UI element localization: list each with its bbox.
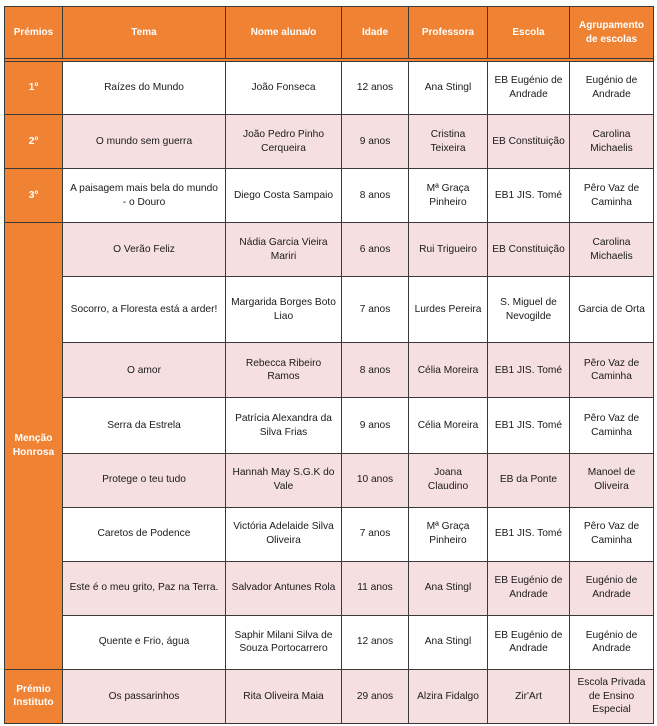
agrupamento-cell: Carolina Michaelis: [570, 223, 654, 277]
table-row: [5, 62, 654, 115]
agrupamento-cell: Eugénio de Andrade: [570, 561, 654, 615]
nome-cell: Nádia Garcia Vieira Mariri: [226, 223, 342, 277]
nome-cell: Rebecca Ribeiro Ramos: [226, 343, 342, 398]
idade-cell: 6 anos: [342, 223, 409, 277]
prize-cell: 2º: [5, 115, 63, 169]
agrupamento-cell: Eugénio de Andrade: [570, 62, 654, 115]
nome-cell: Salvador Antunes Rola: [226, 561, 342, 615]
header-row: [5, 7, 654, 59]
professora-cell: Ana Stingl: [409, 561, 488, 615]
idade-cell: 12 anos: [342, 615, 409, 669]
tema-cell: Caretos de Podence: [63, 507, 226, 561]
agrupamento-cell: Garcia de Orta: [570, 277, 654, 343]
table-row: [5, 453, 654, 507]
table-row: [5, 223, 654, 277]
prize-cell: Menção Honrosa: [5, 223, 63, 670]
table-row: [5, 507, 654, 561]
escola-cell: S. Miguel de Nevogilde: [488, 277, 570, 343]
professora-cell: Ana Stingl: [409, 615, 488, 669]
escola-cell: EB Eugénio de Andrade: [488, 561, 570, 615]
agrupamento-cell: Pêro Vaz de Caminha: [570, 169, 654, 223]
header-agrupamento: Agrupamento de escolas: [570, 7, 654, 59]
table-row: [5, 398, 654, 453]
tema-cell: Este é o meu grito, Paz na Terra.: [63, 561, 226, 615]
escola-cell: Zir'Art: [488, 669, 570, 723]
tema-cell: O amor: [63, 343, 226, 398]
agrupamento-cell: Escola Privada de Ensino Especial: [570, 669, 654, 723]
nome-cell: João Pedro Pinho Cerqueira: [226, 115, 342, 169]
agrupamento-cell: Pêro Vaz de Caminha: [570, 507, 654, 561]
awards-table: [4, 6, 654, 724]
idade-cell: 7 anos: [342, 277, 409, 343]
table-row: [5, 343, 654, 398]
escola-cell: EB Eugénio de Andrade: [488, 62, 570, 115]
tema-cell: Raízes do Mundo: [63, 62, 226, 115]
escola-cell: EB1 JIS. Tomé: [488, 398, 570, 453]
tema-cell: Serra da Estrela: [63, 398, 226, 453]
table-row: [5, 115, 654, 169]
nome-cell: Patrícia Alexandra da Silva Frias: [226, 398, 342, 453]
table-row: [5, 669, 654, 723]
idade-cell: 7 anos: [342, 507, 409, 561]
nome-cell: Saphir Milani Silva de Souza Portocarrero: [226, 615, 342, 669]
nome-cell: Diego Costa Sampaio: [226, 169, 342, 223]
escola-cell: EB da Ponte: [488, 453, 570, 507]
nome-cell: Margarida Borges Boto Liao: [226, 277, 342, 343]
professora-cell: Mª Graça Pinheiro: [409, 169, 488, 223]
escola-cell: EB1 JIS. Tomé: [488, 343, 570, 398]
professora-cell: Alzira Fidalgo: [409, 669, 488, 723]
idade-cell: 12 anos: [342, 62, 409, 115]
agrupamento-cell: Manoel de Oliveira: [570, 453, 654, 507]
header-nome: Nome aluna/o: [226, 7, 342, 59]
header-escola: Escola: [488, 7, 570, 59]
professora-cell: Mª Graça Pinheiro: [409, 507, 488, 561]
table-row: [5, 277, 654, 343]
nome-cell: Rita Oliveira Maia: [226, 669, 342, 723]
escola-cell: EB1 JIS. Tomé: [488, 507, 570, 561]
tema-cell: O mundo sem guerra: [63, 115, 226, 169]
header-tema: Tema: [63, 7, 226, 59]
agrupamento-cell: Carolina Michaelis: [570, 115, 654, 169]
professora-cell: Lurdes Pereira: [409, 277, 488, 343]
idade-cell: 9 anos: [342, 398, 409, 453]
tema-cell: O Verão Feliz: [63, 223, 226, 277]
table-row: [5, 169, 654, 223]
table-row: [5, 561, 654, 615]
professora-cell: Célia Moreira: [409, 398, 488, 453]
agrupamento-cell: Pêro Vaz de Caminha: [570, 343, 654, 398]
tema-cell: Socorro, a Floresta está a arder!: [63, 277, 226, 343]
idade-cell: 8 anos: [342, 343, 409, 398]
header-professora: Professora: [409, 7, 488, 59]
header-premios: Prémios: [5, 7, 63, 59]
tema-cell: Os passarinhos: [63, 669, 226, 723]
prize-cell: 1º: [5, 62, 63, 115]
escola-cell: EB Constituição: [488, 115, 570, 169]
professora-cell: Ana Stingl: [409, 62, 488, 115]
escola-cell: EB Constituição: [488, 223, 570, 277]
professora-cell: Cristina Teixeira: [409, 115, 488, 169]
agrupamento-cell: Pêro Vaz de Caminha: [570, 398, 654, 453]
tema-cell: Quente e Frio, água: [63, 615, 226, 669]
nome-cell: Hannah May S.G.K do Vale: [226, 453, 342, 507]
nome-cell: João Fonseca: [226, 62, 342, 115]
nome-cell: Victória Adelaide Silva Oliveira: [226, 507, 342, 561]
professora-cell: Rui Trigueiro: [409, 223, 488, 277]
idade-cell: 9 anos: [342, 115, 409, 169]
idade-cell: 10 anos: [342, 453, 409, 507]
tema-cell: Protege o teu tudo: [63, 453, 226, 507]
idade-cell: 8 anos: [342, 169, 409, 223]
tema-cell: A paisagem mais bela do mundo - o Douro: [63, 169, 226, 223]
escola-cell: EB1 JIS. Tomé: [488, 169, 570, 223]
header-idade: Idade: [342, 7, 409, 59]
agrupamento-cell: Eugénio de Andrade: [570, 615, 654, 669]
professora-cell: Joana Claudino: [409, 453, 488, 507]
idade-cell: 29 anos: [342, 669, 409, 723]
professora-cell: Célia Moreira: [409, 343, 488, 398]
table-row: [5, 615, 654, 669]
escola-cell: EB Eugénio de Andrade: [488, 615, 570, 669]
prize-cell: Prémio Instituto: [5, 669, 63, 723]
prize-cell: 3º: [5, 169, 63, 223]
idade-cell: 11 anos: [342, 561, 409, 615]
